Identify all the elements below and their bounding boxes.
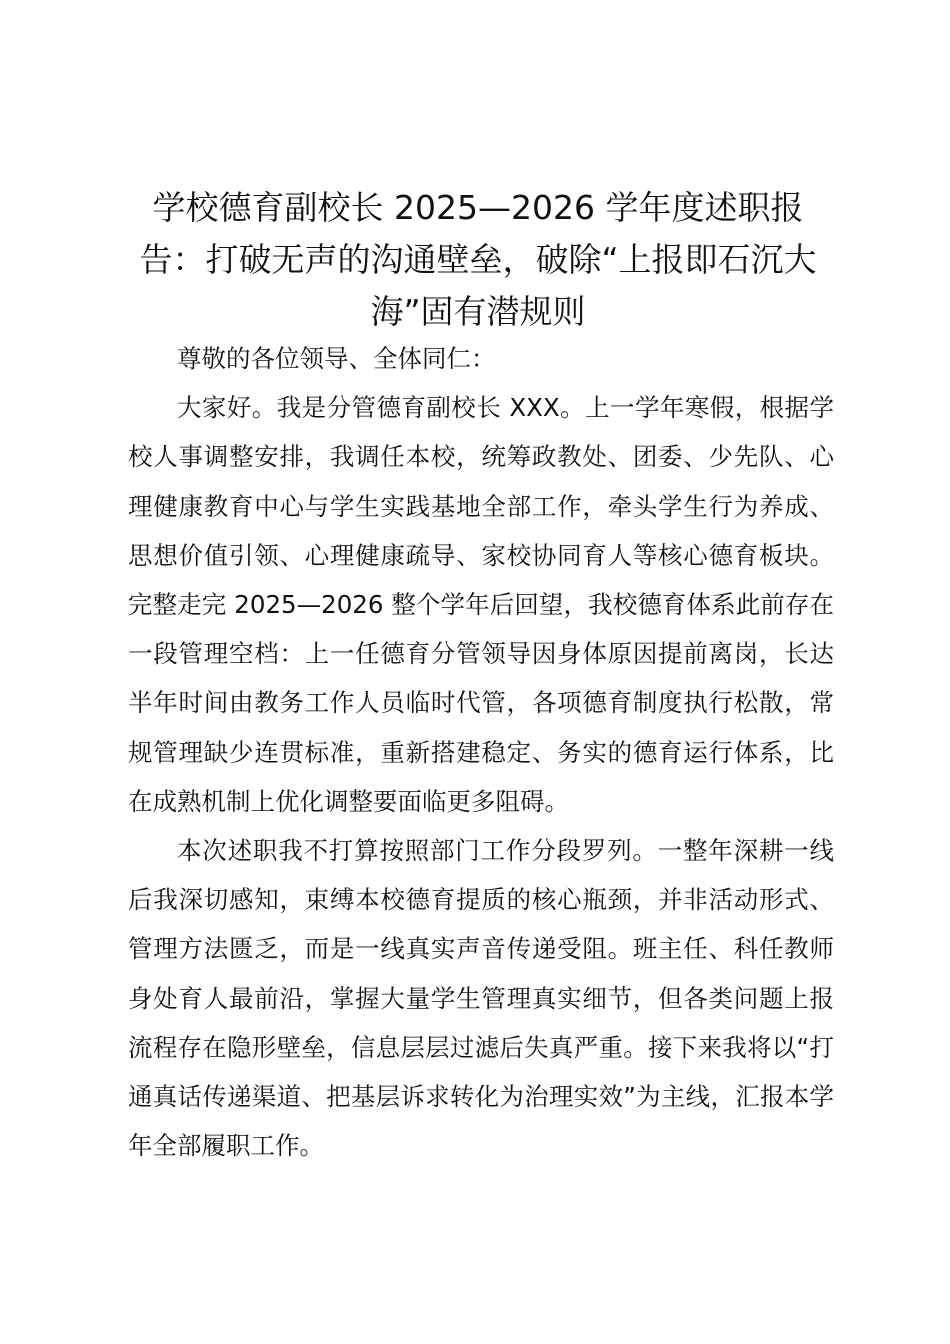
intro-paragraph: 大家好。我是分管德育副校长 XXX。上一学年寒假，根据学校人事调整安排，我调任本校，统筹政教处、团委、少先队、心理健康教育中心与学生实践基地全部工作，牵头学生行为养成、思想价值引领、心理健康疏导、家校协同育人等核心德育板块。完整走完 2025—2026 整个学年后回望，我校德育体系此前存在一段管理空档：上一任德育分管领导因身体原因提前离岗，长达半年时间由教务工作人员临时代管，各项德育制度执行松散，常规管理缺少连贯标准，重新搭建稳定、务实的德育运行体系，比在成熟机制上优化调整要面临更多阻碍。 [128,393,834,816]
outline-paragraph: 本次述职我不打算按照部门工作分段罗列。一整年深耕一线后我深切感知，束缚本校德育提质的核心瓶颈，并非活动形式、管理方法匮乏，而是一线真实声音传递受阻。班主任、科任教师身处育人最前沿，掌握大量学生管理真实细节，但各类问题上报流程存在隐形壁垒，信息层层过滤后失真严重。接下来我将以“打通真话传递渠道、把基层诉求转化为治理实效”为主线，汇报本学年全部履职工作。 [128,836,834,1161]
document-body [128,334,834,1170]
document-title: 学校德育副校长 2025—2026 学年度述职报告：打破无声的沟通壁垒，破除“上报即石沉大海”固有潜规则 [139,188,817,331]
salutation-paragraph: 尊敬的各位领导、全体同仁： [177,344,496,373]
